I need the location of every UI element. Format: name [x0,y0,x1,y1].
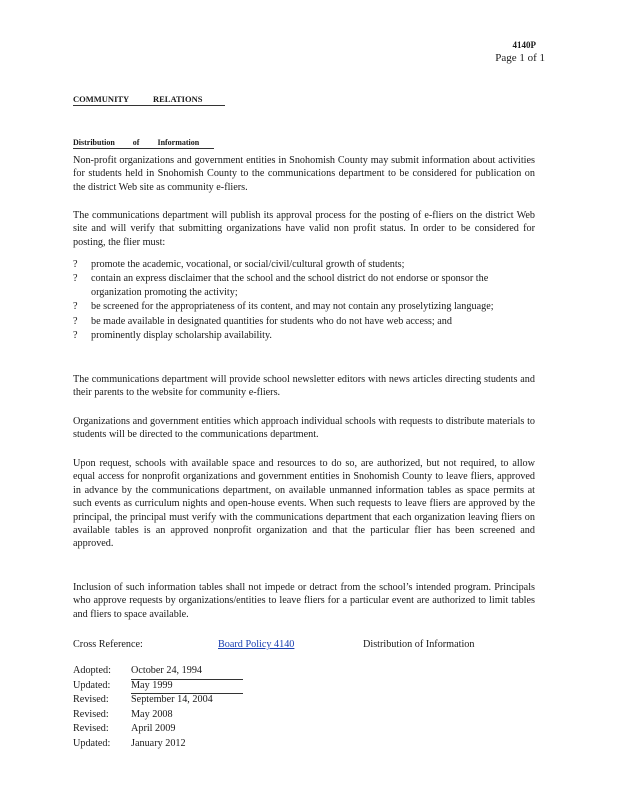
page-number: Page 1 of 1 [495,52,545,64]
intro-paragraph: Non-profit organizations and government entities in Snohomish County may submit information about activities for students held in Snohomish County to the communications department to be considered for publication on the district Web site as community e-fliers. [73,155,535,193]
bullet-glyph: ? [73,315,78,327]
history-row [73,708,273,723]
history-label: Updated: [73,679,111,691]
section-title: COMMUNITY RELATIONS [73,94,225,106]
history-row [73,722,273,737]
history-row [73,693,273,708]
bullet-glyph: ? [73,330,78,342]
list-item-text: prominently display scholarship availability. [91,330,272,342]
list-item-text: be screened for the appropriateness of its content, and may not contain any proselytizing language; [91,301,494,313]
history-date: May 1999 [131,679,243,695]
history-date: May 2008 [131,708,173,720]
flier-criteria-list [73,258,535,343]
subsection-title: Distribution of Information [73,137,214,149]
history-date: April 2009 [131,723,176,734]
board-policy-link[interactable]: Board Policy 4140 [218,639,295,650]
history-label: Revised: [73,694,109,705]
cross-reference-title: Distribution of Information [363,639,475,650]
policy-number: 4140P [512,40,536,50]
history-label: Updated: [73,737,111,749]
history-label: Revised: [73,723,109,734]
bullet-glyph: ? [73,259,78,270]
history-row [73,737,273,752]
process-paragraph: The communications department will publish its approval process for the posting of e-fliers on the district Web site and will verify that submitting organizations have valid non profit status. In order to be considered for posting, the flier must: [73,210,535,248]
history-date: September 14, 2004 [131,694,213,705]
list-item-text: promote the academic, vocational, or social/civil/cultural growth of students; [91,259,405,270]
cross-reference-label: Cross Reference: [73,639,143,650]
newsletter-paragraph: The communications department will provide school newsletter editors with news articles directing students and their parents to the website for community e-fliers. [73,374,535,399]
request-paragraph: Upon request, schools with available space and resources to do so, are authorized, but not required, to allow equal access for nonprofit organizations and government entities in Snohomish County to leave fliers, approved in advance by the communications department, on available unmanned information tables as space permits at such events as curriculum nights and open-house events. When such requests to leave fliers are approved by the principal, the principal must verify with the communications department that each organization leaving fliers on available tables is an approved nonprofit organization and that the particular flier has been screened and approved. [73,458,535,550]
revision-history [73,664,273,751]
history-label: Revised: [73,708,109,720]
history-row [73,664,273,679]
history-date: October 24, 1994 [131,664,243,680]
list-item-text: contain an express disclaimer that the school and the school district do not endorse or sponsor the organization promoting the activity; [91,273,489,298]
organizations-paragraph: Organizations and government entities which approach individual schools with requests to distribute materials to students will be directed to the communications department. [73,416,535,441]
list-item [73,329,535,342]
history-row [73,679,273,694]
bullet-glyph: ? [73,301,78,313]
bullet-glyph: ? [73,273,78,285]
inclusion-paragraph: Inclusion of such information tables shall not impede or detract from the school’s intended program. Principals who approve requests by organizations/entities to leave fliers for a particular event are authorized to limit tables and fliers to space available. [73,582,535,620]
list-item [73,258,535,271]
history-label: Adopted: [73,665,111,676]
history-date: January 2012 [131,737,186,749]
list-item [73,315,535,328]
list-item [73,272,535,299]
list-item [73,300,535,313]
list-item-text: be made available in designated quantities for students who do not have web access; and [91,315,452,327]
